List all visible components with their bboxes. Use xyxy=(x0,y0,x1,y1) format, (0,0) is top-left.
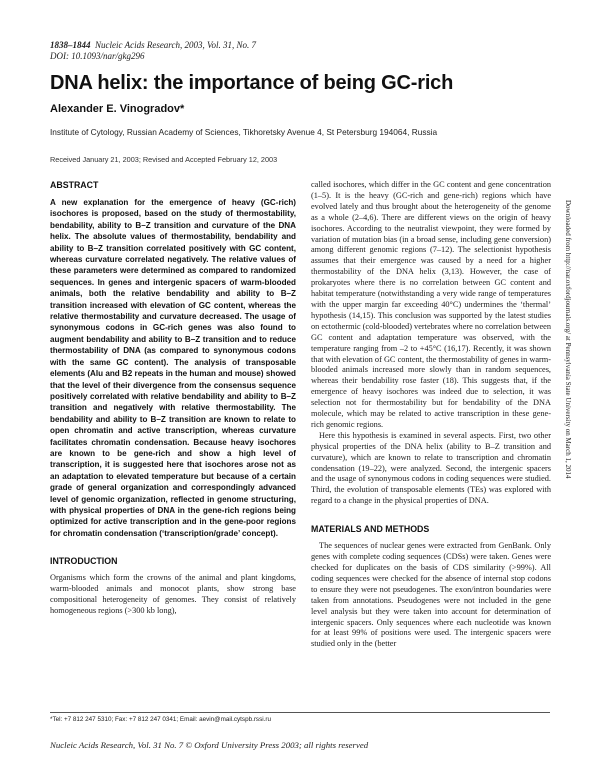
introduction-heading: INTRODUCTION xyxy=(50,556,118,567)
author-name: Alexander E. Vinogradov* xyxy=(50,103,185,115)
introduction-paragraph-1: Organisms which form the crowns of the animal and plant kingdoms, warm-blooded animals and monocot plants, show strong base compositional heterogeneity of genomes. They consist of relatively homogeneous regions (>300 kb long), xyxy=(50,573,296,615)
page-range: 1838–1844 xyxy=(50,40,91,50)
right-column xyxy=(311,180,551,650)
introduction-paragraph-3: Here this hypothesis is examined in several aspects. First, two other physical properties of the DNA helix (ability to B–Z transition and curvature), which are known to relate to transcription and chromatin condensation (19–22), were analyzed. Second, the intergenic spacers and the usage of synonymous codons in coding sequences were studied. Third, the evolution of transposable elements (TEs) was explored with regard to a change in the physical properties of DNA. xyxy=(311,430,551,506)
footnote-divider xyxy=(50,712,550,713)
methods-heading: MATERIALS AND METHODS xyxy=(311,524,430,535)
methods-paragraph-1: The sequences of nuclear genes were extracted from GenBank. Only genes with complete coding sequences (CDSs) were taken. Genes were checked for duplicates on the basis of CDS similarity (>99%). All coding sequences were checked for the absence of internal stop codons to ensure they were not pseudogenes. The exon/intron boundaries were taken from annotations. Pseudogenes were not included in the gene level analysis but they were taken into account for determination of intergenic spacers. Only sequences where each nucleotide was known for at least 99% of positions were used. The intergenic spacers were studied only in the (better xyxy=(311,541,551,649)
received-dates: Received January 21, 2003; Revised and Accepted February 12, 2003 xyxy=(50,155,278,164)
download-watermark: Downloaded from http://nar.oxfordjournals.org/ at Pennsylvania State University on March 1, 2014 xyxy=(564,200,572,479)
doi: DOI: 10.1093/nar/gkg296 xyxy=(50,51,145,61)
affiliation: Institute of Cytology, Russian Academy of Sciences, Tikhoretsky Avenue 4, St Petersburg 194064, Russia xyxy=(50,127,438,137)
introduction-paragraph-2: called isochores, which differ in the GC content and gene concentration (1–5). It is the heavy (GC-rich and gene-rich) regions which have evolved lately and thus brought about the heterogeneity of the genome as a whole (2–4,6). There are different views on the origin of heavy isochores. According to the neutralist viewpoint, they were formed by variation of mutation bias (in a broad sense, including gene conversion) among different genomic regions (7–12). The selectionist hypothesis assumes that their emergence was caused by a need for a higher thermostability of the DNA helix (3,13). However, the case of prokaryotes where there is no correlation between GC content and habitat temperature (notwithstanding a very wide range of temperatures with the upper margin far exceeding 40°C) undermines the ‘thermal’ hypothesis (14,15). This conclusion was supported by the latest studies on ectothermic (cold-blooded) vertebrates where no correlation between GC content and adaptation temperature was observed, with the temperature ranging from –2 to +45°C (16,17). Recently, it was shown that with elevation of GC content, the thermostability of genes in warm-blooded animals increased more slowly than in random sequences, whereas their bendability rose faster (18). This suggests that, if the emergence of heavy isochores was indeed due to selection, it was selection not for thermostability but for bendability of the DNA molecule, which may be related to active transcription in these gene-rich genomic regions. xyxy=(311,180,551,429)
journal-citation: Nucleic Acids Research, 2003, Vol. 31, No. 7 xyxy=(95,40,256,50)
article-title: DNA helix: the importance of being GC-rich xyxy=(50,72,454,94)
correspondence-footnote: *Tel: +7 812 247 5310; Fax: +7 812 247 0341; Email: aevin@mail.cytspb.rssi.ru xyxy=(50,716,271,723)
abstract-text: A new explanation for the emergence of heavy (GC-rich) isochores is proposed, based on the study of thermostability, bendability, ability to B–Z transition and curvature of the DNA helix. The absolute values of thermostability, bendability and ability to B–Z transition correlated positively with GC content, whereas curvature correlated negatively. The relative values of these parameters were determined as compared to randomized sequences. In genes and intergenic spacers of warm-blooded animals, both the relative bendability and ability to B–Z transition increased with elevation of GC content, whereas the relative thermostability and curvature decreased. The usage of synonymous codons in GC-rich genes was also found to augment bendability and ability to B–Z transition and to reduce thermostability of DNA (as compared to synonymous codons with the same GC content). The analysis of transposable elements (Alu and B2 repeats in the human and mouse) showed that the level of their divergence from the consensus sequence positively correlated with relative bendability and ability to B–Z transition and negatively with relative thermostability. The bendability and ability to B–Z transition are known to relate to open chromatin and active transcription, whereas curvature facilitates chromatin condensation. Because heavy isochores are known to be gene-rich and show a high level of transcription, it is suggested here that isochores arose not as an adaptation to elevated temperature but because of a certain grade of general organization and correspondingly advanced level of genomic organization, reflected in genome structuring, with physical properties of DNA in the gene-rich regions being optimized for active transcription and in the gene-poor regions for chromatin condensation (‘transcription/grade’ concept). xyxy=(50,198,297,538)
page-footer: Nucleic Acids Research, Vol. 31 No. 7 © Oxford University Press 2003; all rights reserved xyxy=(50,740,369,750)
abstract-heading: ABSTRACT xyxy=(50,180,99,190)
left-column xyxy=(50,180,296,617)
journal-header xyxy=(50,40,256,62)
